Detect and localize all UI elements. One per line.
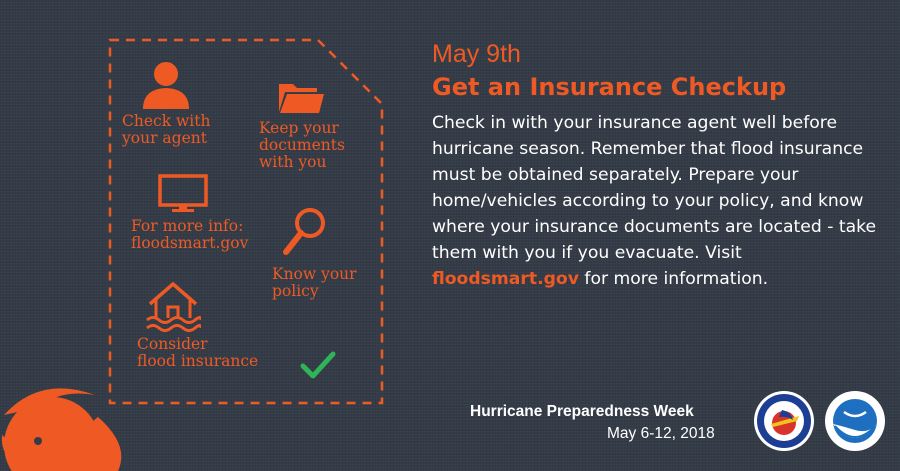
flooded-house-icon <box>145 280 201 332</box>
page-title: Get an Insurance Checkup <box>432 73 787 101</box>
hurricane-swirl-icon <box>0 355 140 471</box>
checklist-label-policy: Know your policy <box>272 265 357 300</box>
body-paragraph <box>432 110 887 292</box>
checklist-label-more-info: For more info: floodsmart.gov <box>131 217 249 252</box>
event-dates: May 6-12, 2018 <box>607 425 715 442</box>
checkmark-icon <box>300 350 336 380</box>
floodsmart-link[interactable]: floodsmart.gov <box>432 269 579 289</box>
checklist-label-agent: Check with your agent <box>122 112 211 147</box>
folder-icon <box>277 80 325 114</box>
event-name: Hurricane Preparedness Week <box>470 403 694 420</box>
magnifier-icon <box>282 206 328 256</box>
checklist-label-documents: Keep your documents with you <box>259 119 345 171</box>
monitor-icon <box>158 174 208 214</box>
person-icon <box>141 59 191 109</box>
body-text-outro: for more information. <box>578 269 769 289</box>
hurricane-hunters-logo <box>753 390 815 452</box>
body-text-intro: Check in with your insurance agent well before hurricane season. Remember that flood insurance must be obtained separately. Prepare your home/vehicles according to your policy, and know where your insurance documents are located - take them with you if you evacuate. Visit <box>432 113 877 263</box>
date-heading: May 9th <box>432 40 521 68</box>
checklist-label-flood-insurance: Consider flood insurance <box>137 335 259 370</box>
noaa-logo <box>824 390 886 452</box>
